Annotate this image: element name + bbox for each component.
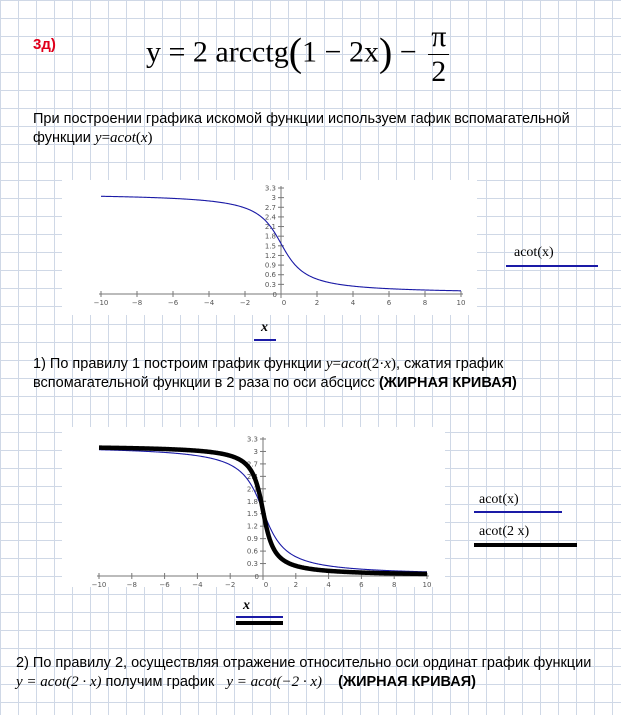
x-tick-label: −4 bbox=[192, 581, 203, 587]
plot-2-legend-line-bold bbox=[474, 543, 577, 547]
intro-line-2 bbox=[33, 129, 153, 148]
y-tick-label: 2.7 bbox=[246, 460, 258, 469]
y-tick-label: 1.8 bbox=[246, 497, 258, 506]
y-tick-label: 2.4 bbox=[264, 213, 276, 222]
plot-2-xlabel: x bbox=[243, 598, 250, 613]
plot-1-xlabel: x bbox=[261, 320, 268, 335]
y-tick-label: 0.3 bbox=[264, 280, 276, 289]
y-tick-label: 0.3 bbox=[246, 560, 258, 569]
formula-numerator: π bbox=[428, 22, 449, 55]
y-tick-label: 2.4 bbox=[246, 472, 258, 481]
task-formula: y = 2 arcctg(1 − 2x) − $\frac{\pi}{2}$ bbox=[146, 22, 449, 87]
intro-line-1: При построении графика искомой функции используем гафик вспомагательной bbox=[33, 111, 570, 127]
x-tick-label: 6 bbox=[386, 299, 392, 307]
step1-math-y: y bbox=[325, 356, 333, 372]
y-tick-label: 1.5 bbox=[264, 242, 276, 251]
step2-mid: получим график bbox=[105, 674, 215, 690]
y-tick-label: 0.6 bbox=[246, 547, 258, 556]
formula-minus: − bbox=[399, 35, 417, 69]
plot-2-canvas bbox=[62, 427, 445, 587]
step1-prefix: 1) По правилу 1 построим график функции bbox=[33, 356, 322, 372]
step1-math-2: 2 bbox=[371, 356, 380, 372]
step1-math-fn: acot bbox=[340, 356, 367, 372]
intro-math-eq: = bbox=[101, 130, 111, 146]
x-tick-label: 8 bbox=[422, 299, 428, 307]
x-tick-label: 4 bbox=[350, 299, 356, 307]
x-tick-label: 10 bbox=[422, 581, 432, 587]
plot-1-canvas bbox=[62, 180, 477, 315]
step1-math-rp: ) bbox=[390, 356, 396, 372]
plot-1-legend-acot: acot(x) bbox=[514, 245, 554, 260]
formula-denominator: 2 bbox=[431, 55, 447, 88]
y-tick-label: 2.1 bbox=[264, 223, 276, 232]
step2-math-2: y = acot(−2 · x) bbox=[226, 674, 323, 690]
x-tick-label: 8 bbox=[391, 581, 397, 587]
y-tick-label: 3 bbox=[253, 447, 258, 456]
step1-math-dot: · bbox=[379, 356, 385, 372]
x-tick-label: −8 bbox=[131, 299, 143, 307]
x-tick-label: 0 bbox=[281, 299, 287, 307]
y-tick-label: 2.1 bbox=[246, 485, 258, 494]
step1-line2-bold: (ЖИРНАЯ КРИВАЯ) bbox=[378, 375, 517, 391]
x-tick-label: 2 bbox=[293, 581, 299, 587]
y-zero-label: 0 bbox=[272, 291, 277, 299]
step1-line-2 bbox=[33, 374, 517, 393]
plot-2 bbox=[62, 427, 445, 587]
y-tick-label: 3.3 bbox=[264, 184, 276, 193]
y-tick-label: 1.2 bbox=[246, 522, 258, 531]
step1-math-x: x bbox=[384, 356, 391, 372]
y-tick-label: 0.9 bbox=[246, 535, 258, 544]
plot-1-legend-line bbox=[506, 265, 598, 267]
x-tick-label: −10 bbox=[93, 299, 109, 307]
x-tick-label: 10 bbox=[456, 299, 466, 307]
y-tick-label: 2.7 bbox=[264, 203, 276, 212]
y-tick-label: 1.2 bbox=[264, 251, 276, 260]
step1-suffix: , сжатия график bbox=[395, 356, 504, 372]
intro-math-x: x bbox=[140, 130, 148, 146]
x-tick-label: 0 bbox=[263, 581, 269, 587]
step1-math-lp: ( bbox=[366, 356, 372, 372]
x-tick-label: 6 bbox=[359, 581, 364, 587]
x-tick-label: 4 bbox=[326, 581, 331, 587]
y-zero-label: 0 bbox=[254, 573, 259, 581]
step1-math-eq: = bbox=[332, 356, 341, 372]
y-tick-label: 1.8 bbox=[264, 232, 276, 241]
x-tick-label: −6 bbox=[159, 581, 170, 587]
step2-bold: (ЖИРНАЯ КРИВАЯ) bbox=[338, 674, 476, 690]
step2-line-1: 2) По правилу 2, осуществляя отражение относительно оси ординат график функции bbox=[16, 655, 592, 671]
y-tick-label: 3.3 bbox=[246, 435, 258, 444]
plot-2-legend-acot: acot(x) bbox=[479, 492, 519, 507]
intro-math-fn: acot bbox=[110, 130, 136, 146]
plot-2-legend-line-thin bbox=[474, 511, 562, 513]
plot-1 bbox=[62, 180, 477, 315]
step1-line-1 bbox=[33, 355, 503, 374]
x-tick-label: −8 bbox=[126, 581, 137, 587]
plot-2-xlabel-line-thin bbox=[236, 616, 283, 618]
intro-math-lp: ( bbox=[135, 130, 141, 146]
formula-lhs: y = 2 arcctg bbox=[146, 35, 289, 69]
intro-prefix: функции bbox=[33, 130, 91, 146]
x-tick-label: −4 bbox=[203, 299, 215, 307]
y-tick-label: 0.6 bbox=[264, 271, 276, 280]
step1-line2-text: вспомагательной функции в 2 раза по оси абсцисс bbox=[33, 375, 375, 391]
plot-1-xlabel-line bbox=[254, 339, 276, 341]
x-tick-label: −10 bbox=[91, 581, 107, 587]
plot-2-xlabel-line-bold bbox=[236, 621, 283, 625]
step2-line-2 bbox=[16, 673, 476, 692]
x-tick-label: −2 bbox=[239, 299, 251, 307]
task-label: 3д) bbox=[33, 36, 56, 53]
y-tick-label: 3 bbox=[271, 194, 276, 203]
y-tick-label: 1.5 bbox=[246, 510, 258, 519]
x-tick-label: 2 bbox=[314, 299, 320, 307]
x-tick-label: −6 bbox=[167, 299, 179, 307]
step2-math-1: y = acot(2 · x) bbox=[16, 674, 102, 690]
plot-2-legend-acot2x: acot(2 x) bbox=[479, 524, 530, 539]
formula-arg: 1 − 2x bbox=[302, 35, 379, 69]
intro-math-y: y bbox=[94, 130, 102, 146]
y-tick-label: 0.9 bbox=[264, 261, 276, 270]
intro-math-rp: ) bbox=[147, 130, 153, 146]
x-tick-label: −2 bbox=[225, 581, 236, 587]
